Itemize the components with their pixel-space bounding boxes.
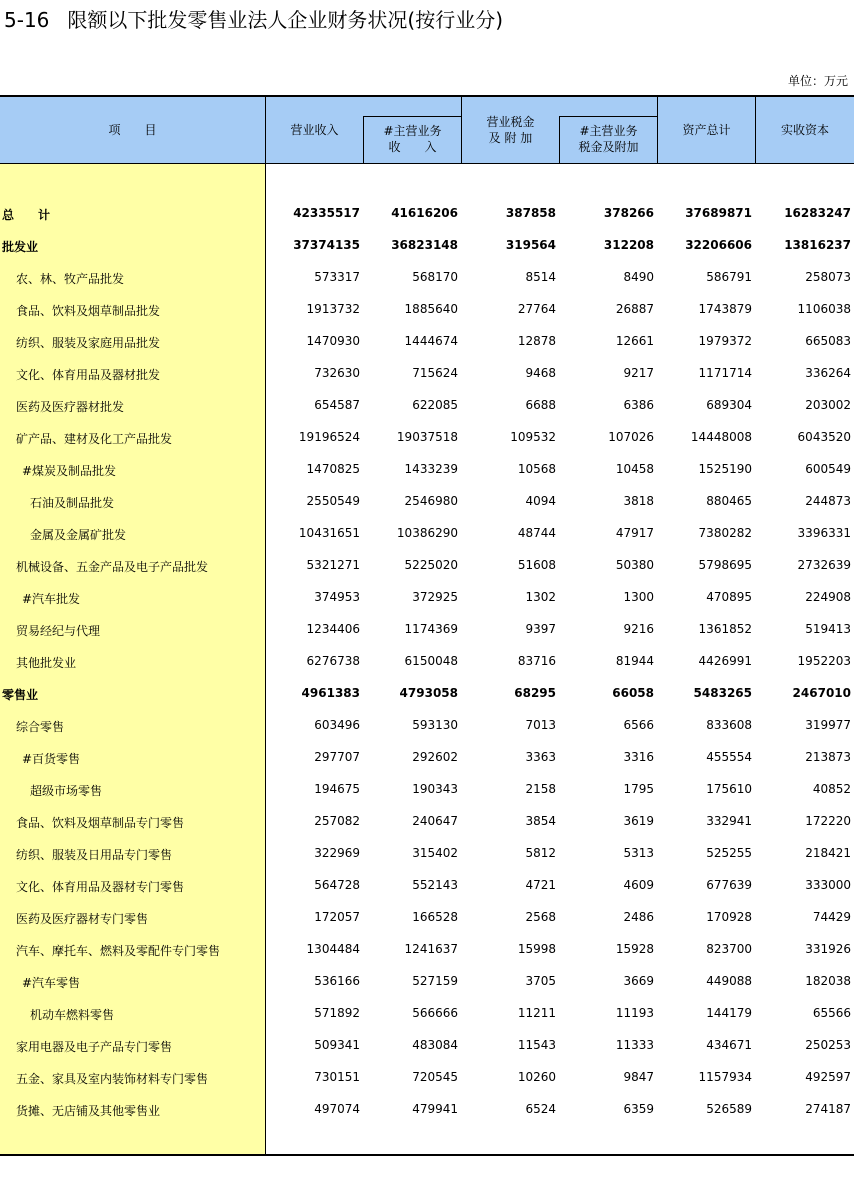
row-label: 文化、体育用品及器材专门零售 (16, 880, 185, 894)
row-value: 5483265 (693, 686, 752, 700)
table-row (0, 261, 854, 293)
row-value: 552143 (412, 878, 458, 892)
row-value: 83716 (517, 654, 556, 668)
row-value: 10260 (517, 1070, 556, 1084)
row-value: 2467010 (792, 686, 851, 700)
row-value: 720545 (412, 1070, 458, 1084)
row-label: 货摊、无店铺及其他零售业 (16, 1104, 161, 1118)
row-value: 6688 (525, 398, 556, 412)
row-value: 2486 (623, 910, 654, 924)
row-value: 715624 (412, 366, 458, 380)
row-value: 479941 (412, 1102, 458, 1116)
row-value: 509341 (314, 1038, 360, 1052)
table-row (0, 677, 854, 709)
row-value: 68295 (514, 686, 556, 700)
row-value: 1743879 (698, 302, 752, 316)
row-value: 622085 (412, 398, 458, 412)
table-row (0, 517, 854, 549)
row-label: 总 计 (2, 208, 51, 222)
row-value: 6150048 (404, 654, 458, 668)
row-value: 12878 (517, 334, 556, 348)
header-top-rule (0, 95, 854, 97)
row-value: 2550549 (306, 494, 360, 508)
row-value: 319564 (505, 238, 556, 252)
row-value: 571892 (314, 1006, 360, 1020)
row-label: 食品、饮料及烟草制品专门零售 (16, 816, 185, 830)
row-value: 166528 (412, 910, 458, 924)
row-value: 109532 (510, 430, 556, 444)
header-tax-line1: 营业税金 (486, 115, 535, 129)
table-row (0, 901, 854, 933)
row-label: #百货零售 (22, 752, 81, 766)
row-value: 81944 (615, 654, 654, 668)
row-value: 12661 (615, 334, 654, 348)
row-value: 3854 (525, 814, 556, 828)
row-value: 9468 (525, 366, 556, 380)
table-row (0, 1093, 854, 1125)
header-capital: 实收资本 (780, 123, 829, 137)
header-main-tax-line2: 税金及附加 (578, 140, 639, 154)
row-value: 3669 (623, 974, 654, 988)
row-value: 66058 (612, 686, 654, 700)
row-value: 5812 (525, 846, 556, 860)
row-value: 203002 (805, 398, 851, 412)
row-value: 47917 (615, 526, 654, 540)
table-row (0, 645, 854, 677)
table-row (0, 1061, 854, 1093)
row-value: 144179 (706, 1006, 752, 1020)
row-value: 1952203 (797, 654, 851, 668)
row-label: 文化、体育用品及器材批发 (16, 368, 161, 382)
row-label: 其他批发业 (16, 656, 77, 670)
row-value: 1979372 (698, 334, 752, 348)
row-value: 1174369 (404, 622, 458, 636)
row-label: 矿产品、建材及化工产品批发 (16, 432, 173, 446)
row-value: 677639 (706, 878, 752, 892)
header-main-revenue-line2: 收 入 (388, 140, 437, 154)
row-value: 1470825 (306, 462, 360, 476)
table-row (0, 741, 854, 773)
header-tax (462, 114, 559, 146)
row-value: 492597 (805, 1070, 851, 1084)
row-value: 1302 (525, 590, 556, 604)
row-value: 292602 (412, 750, 458, 764)
row-value: 483084 (412, 1038, 458, 1052)
row-value: 2546980 (404, 494, 458, 508)
row-value: 50380 (615, 558, 654, 572)
row-value: 1304484 (306, 942, 360, 956)
table-row (0, 773, 854, 805)
table-row (0, 453, 854, 485)
row-value: 32206606 (685, 238, 752, 252)
row-value: 336264 (805, 366, 851, 380)
row-value: 333000 (805, 878, 851, 892)
row-value: 26887 (615, 302, 654, 316)
row-value: 470895 (706, 590, 752, 604)
header-divider (363, 116, 461, 117)
row-value: 1241637 (404, 942, 458, 956)
row-value: 11543 (517, 1038, 556, 1052)
row-value: 1444674 (404, 334, 458, 348)
header-main-tax (560, 123, 657, 155)
row-label: 汽车、摩托车、燃料及零配件专门零售 (16, 944, 221, 958)
row-value: 1913732 (306, 302, 360, 316)
row-value: 172220 (805, 814, 851, 828)
row-label: 超级市场零售 (30, 784, 103, 798)
row-value: 564728 (314, 878, 360, 892)
row-value: 880465 (706, 494, 752, 508)
row-value: 5313 (623, 846, 654, 860)
row-value: 434671 (706, 1038, 752, 1052)
row-value: 2568 (525, 910, 556, 924)
row-value: 6386 (623, 398, 654, 412)
table-number: 5-16 (4, 8, 50, 32)
row-value: 593130 (412, 718, 458, 732)
row-value: 3396331 (797, 526, 851, 540)
row-value: 274187 (805, 1102, 851, 1116)
row-value: 218421 (805, 846, 851, 860)
row-value: 19037518 (396, 430, 458, 444)
row-value: 526589 (706, 1102, 752, 1116)
row-value: 11333 (615, 1038, 654, 1052)
header-main-tax-line1: #主营业务 (579, 124, 638, 138)
unit-label: 单位：万元 (787, 74, 848, 88)
row-value: 51608 (517, 558, 556, 572)
row-value: 40852 (812, 782, 851, 796)
row-value: 4793058 (399, 686, 458, 700)
row-value: 315402 (412, 846, 458, 860)
table-row (0, 421, 854, 453)
row-value: 194675 (314, 782, 360, 796)
table-row (0, 549, 854, 581)
row-value: 9847 (623, 1070, 654, 1084)
row-value: 224908 (805, 590, 851, 604)
row-label: 食品、饮料及烟草制品批发 (16, 304, 161, 318)
row-value: 4609 (623, 878, 654, 892)
row-value: 14448008 (690, 430, 752, 444)
row-value: 1525190 (698, 462, 752, 476)
row-value: 4961383 (301, 686, 360, 700)
row-label: 综合零售 (16, 720, 65, 734)
row-value: 372925 (412, 590, 458, 604)
row-value: 566666 (412, 1006, 458, 1020)
row-value: 10431651 (298, 526, 360, 540)
header-assets: 资产总计 (682, 123, 731, 137)
row-value: 5225020 (404, 558, 458, 572)
row-value: 240647 (412, 814, 458, 828)
row-value: 319977 (805, 718, 851, 732)
row-label: 零售业 (2, 688, 39, 702)
row-value: 1171714 (698, 366, 752, 380)
row-value: 170928 (706, 910, 752, 924)
table-row (0, 869, 854, 901)
row-value: 5321271 (306, 558, 360, 572)
row-value: 182038 (805, 974, 851, 988)
row-label: 医药及医疗器材批发 (16, 400, 125, 414)
row-value: 332941 (706, 814, 752, 828)
row-value: 603496 (314, 718, 360, 732)
row-value: 6524 (525, 1102, 556, 1116)
table-row (0, 485, 854, 517)
row-label: 农、林、牧产品批发 (16, 272, 125, 286)
row-value: 36823148 (391, 238, 458, 252)
table-title: 限额以下批发零售业法人企业财务状况(按行业分) (67, 8, 503, 32)
row-value: 823700 (706, 942, 752, 956)
row-value: 2158 (525, 782, 556, 796)
row-value: 665083 (805, 334, 851, 348)
row-value: 8490 (623, 270, 654, 284)
row-value: 250253 (805, 1038, 851, 1052)
row-value: 2732639 (797, 558, 851, 572)
row-value: 10458 (615, 462, 654, 476)
row-value: 1885640 (404, 302, 458, 316)
row-value: 9217 (623, 366, 654, 380)
row-label: 金属及金属矿批发 (30, 528, 127, 542)
row-value: 312208 (603, 238, 654, 252)
table-row (0, 1029, 854, 1061)
row-value: 3363 (525, 750, 556, 764)
row-value: 6566 (623, 718, 654, 732)
row-value: 65566 (812, 1006, 851, 1020)
row-label: 纺织、服装及日用品专门零售 (16, 848, 173, 862)
row-label: 纺织、服装及家庭用品批发 (16, 336, 161, 350)
row-value: 732630 (314, 366, 360, 380)
row-value: 244873 (805, 494, 851, 508)
table-row (0, 933, 854, 965)
row-value: 1106038 (797, 302, 851, 316)
row-value: 536166 (314, 974, 360, 988)
header-revenue: 营业收入 (290, 123, 339, 137)
row-value: 107026 (608, 430, 654, 444)
row-label: 机动车燃料零售 (30, 1008, 115, 1022)
row-value: 213873 (805, 750, 851, 764)
row-value: 42335517 (293, 206, 360, 220)
row-value: 11193 (615, 1006, 654, 1020)
row-label: #汽车零售 (22, 976, 81, 990)
row-value: 497074 (314, 1102, 360, 1116)
row-value: 172057 (314, 910, 360, 924)
row-label: #煤炭及制品批发 (22, 464, 117, 478)
row-value: 9397 (525, 622, 556, 636)
row-value: 37374135 (293, 238, 360, 252)
table-row (0, 805, 854, 837)
row-value: 3316 (623, 750, 654, 764)
row-value: 257082 (314, 814, 360, 828)
table-row (0, 357, 854, 389)
row-value: 41616206 (391, 206, 458, 220)
row-value: 387858 (505, 206, 556, 220)
row-value: 37689871 (685, 206, 752, 220)
table-row (0, 229, 854, 261)
row-label: 机械设备、五金产品及电子产品批发 (16, 560, 209, 574)
row-value: 6276738 (306, 654, 360, 668)
row-value: 48744 (517, 526, 556, 540)
row-value: 7013 (525, 718, 556, 732)
row-value: 10386290 (396, 526, 458, 540)
table-row (0, 965, 854, 997)
header-divider (559, 116, 657, 117)
table-row (0, 389, 854, 421)
row-value: 1795 (623, 782, 654, 796)
header-item: 项 目 (108, 123, 157, 137)
row-value: 519413 (805, 622, 851, 636)
row-value: 5798695 (698, 558, 752, 572)
table-row (0, 837, 854, 869)
row-value: 6043520 (797, 430, 851, 444)
row-value: 27764 (517, 302, 556, 316)
row-value: 3818 (623, 494, 654, 508)
row-value: 1470930 (306, 334, 360, 348)
row-value: 4721 (525, 878, 556, 892)
table-row (0, 293, 854, 325)
row-value: 568170 (412, 270, 458, 284)
row-value: 322969 (314, 846, 360, 860)
row-value: 297707 (314, 750, 360, 764)
row-value: 1361852 (698, 622, 752, 636)
row-value: 1157934 (698, 1070, 752, 1084)
row-value: 1433239 (404, 462, 458, 476)
row-value: 74429 (812, 910, 851, 924)
row-value: 4426991 (698, 654, 752, 668)
table-row (0, 613, 854, 645)
row-value: 258073 (805, 270, 851, 284)
row-label: #汽车批发 (22, 592, 81, 606)
table-bottom-rule (0, 1154, 854, 1156)
row-value: 331926 (805, 942, 851, 956)
row-value: 4094 (525, 494, 556, 508)
row-value: 8514 (525, 270, 556, 284)
page-title (4, 4, 503, 33)
row-label: 五金、家具及室内装饰材料专门零售 (16, 1072, 209, 1086)
row-value: 573317 (314, 270, 360, 284)
row-value: 1234406 (306, 622, 360, 636)
row-value: 586791 (706, 270, 752, 284)
row-value: 11211 (517, 1006, 556, 1020)
row-value: 378266 (603, 206, 654, 220)
row-value: 15928 (615, 942, 654, 956)
row-label: 石油及制品批发 (30, 496, 115, 510)
row-value: 654587 (314, 398, 360, 412)
row-value: 1300 (623, 590, 654, 604)
row-value: 9216 (623, 622, 654, 636)
row-label: 家用电器及电子产品专门零售 (16, 1040, 173, 1054)
row-label: 批发业 (2, 240, 39, 254)
table-row (0, 197, 854, 229)
row-value: 455554 (706, 750, 752, 764)
row-value: 7380282 (698, 526, 752, 540)
header-main-revenue (364, 123, 461, 155)
row-value: 527159 (412, 974, 458, 988)
row-label: 医药及医疗器材专门零售 (16, 912, 149, 926)
row-value: 449088 (706, 974, 752, 988)
row-value: 13816237 (784, 238, 851, 252)
row-value: 600549 (805, 462, 851, 476)
table-row (0, 997, 854, 1029)
row-value: 3619 (623, 814, 654, 828)
row-value: 689304 (706, 398, 752, 412)
header-main-revenue-line1: #主营业务 (383, 124, 442, 138)
row-label: 贸易经纪与代理 (16, 624, 101, 638)
row-value: 15998 (517, 942, 556, 956)
table-row (0, 581, 854, 613)
row-value: 6359 (623, 1102, 654, 1116)
row-value: 374953 (314, 590, 360, 604)
row-value: 19196524 (298, 430, 360, 444)
row-value: 730151 (314, 1070, 360, 1084)
row-value: 190343 (412, 782, 458, 796)
row-value: 175610 (706, 782, 752, 796)
row-value: 525255 (706, 846, 752, 860)
row-value: 833608 (706, 718, 752, 732)
table-row (0, 709, 854, 741)
row-value: 3705 (525, 974, 556, 988)
row-value: 16283247 (784, 206, 851, 220)
table-row (0, 325, 854, 357)
header-tax-line2: 及 附 加 (488, 131, 533, 145)
row-value: 10568 (517, 462, 556, 476)
